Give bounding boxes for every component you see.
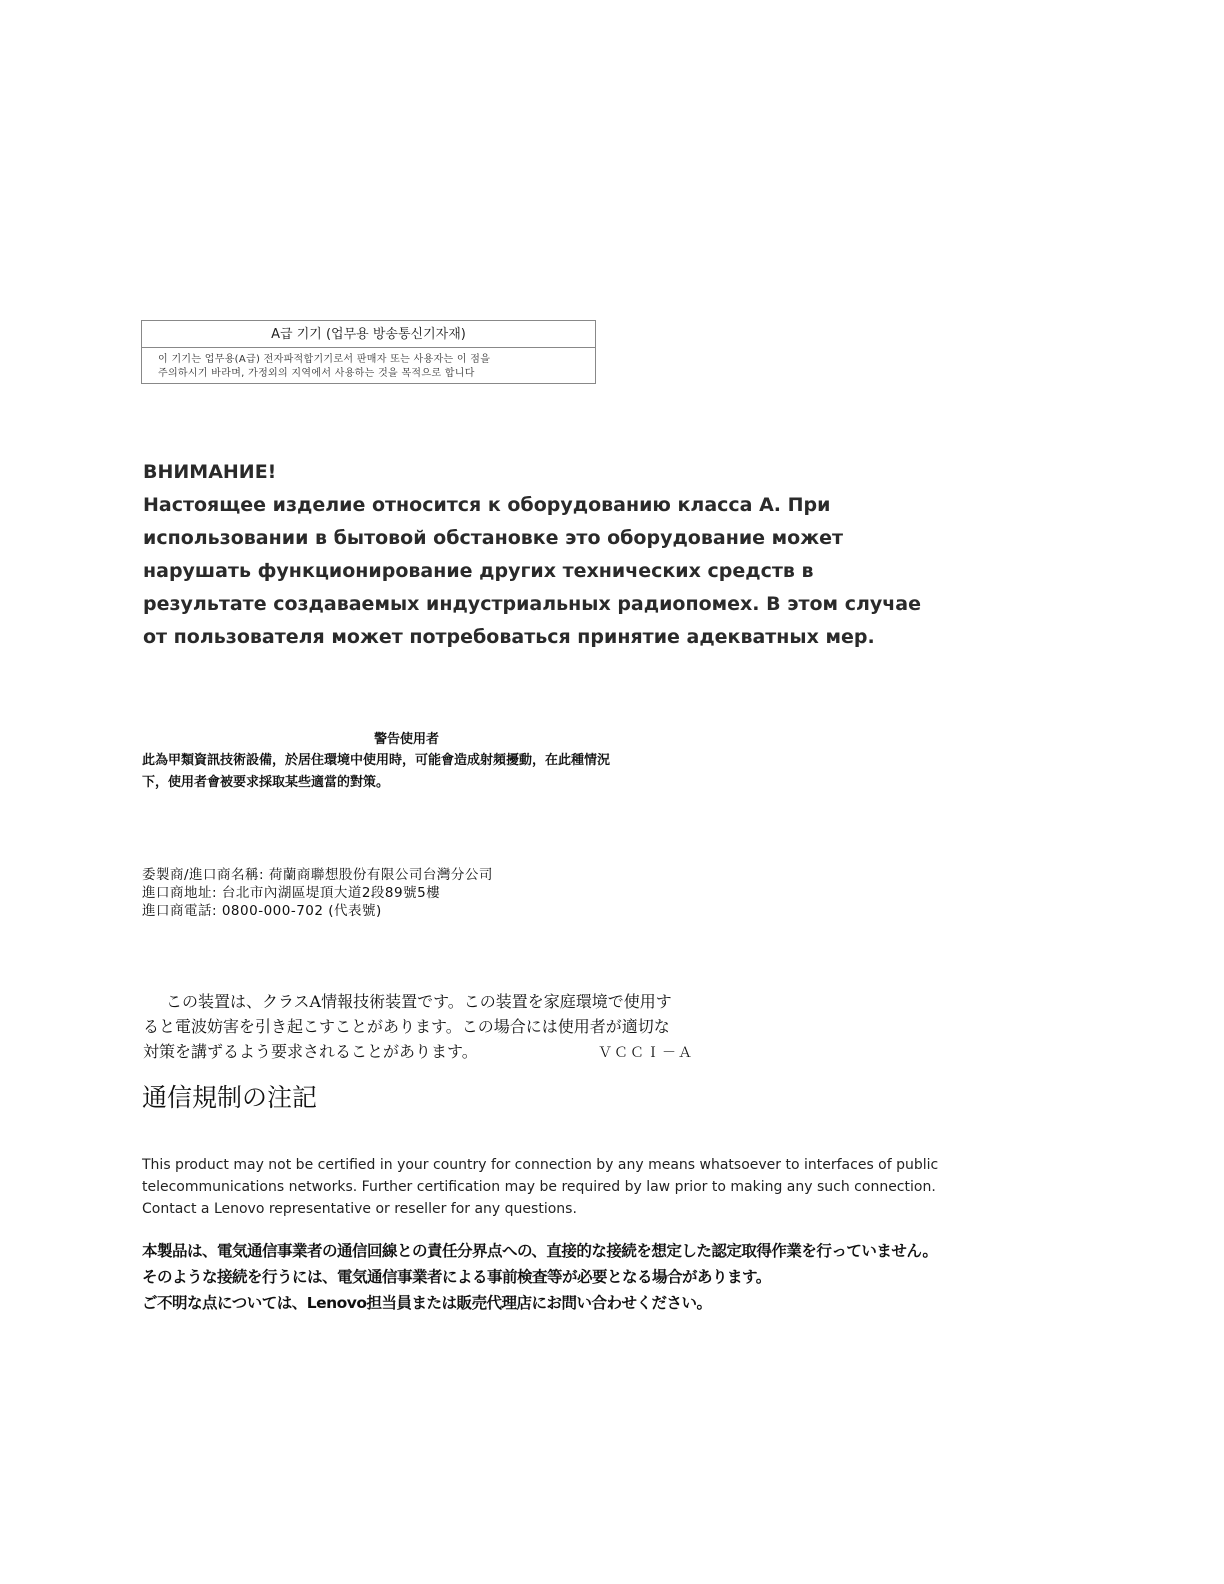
taiwan-warning-heading: 警告使用者 [374, 732, 440, 747]
russian-notice-line: Настоящее изделие относится к оборудованию класса А. При [143, 494, 831, 516]
telecom-english-line: Contact a Lenovo representative or reseller for any questions. [142, 1201, 577, 1217]
telecom-notice-heading: 通信規制の注記 [142, 1083, 318, 1112]
taiwan-warning-line: 下，使用者會被要求採取某些適當的對策。 [142, 775, 390, 790]
telecom-english-line: This product may not be certified in your country for connection by any means whatsoever to interfaces of public [142, 1157, 939, 1173]
russian-notice-heading: ВНИМАНИЕ! [143, 461, 277, 483]
russian-notice-line: результате создаваемых индустриальных радиопомех. В этом случае [143, 593, 922, 615]
korean-notice-line: 이 기기는 업무용(A급) 전자파적합기기로서 판매자 또는 사용자는 이 점을 [158, 354, 491, 365]
vcci-notice-line: ると電波妨害を引き起こすことがあります。この場合には使用者が適切な [143, 1017, 670, 1036]
vcci-mark: ＶＣＣＩ－Ａ [598, 1045, 694, 1061]
russian-notice-line: от пользователя может потребоваться принятие адекватных мер. [143, 626, 875, 648]
korean-notice-line: 주의하시기 바라며, 가정외의 지역에서 사용하는 것을 목적으로 합니다 [158, 368, 475, 379]
korean-notice-title: A급 기기 (업무용 방송통신기자재) [142, 321, 595, 348]
telecom-japanese-line: ご不明な点については、Lenovo担当員または販売代理店にお問い合わせください。 [142, 1294, 712, 1312]
vcci-notice-line: 対策を講ずるよう要求されることがあります。 [143, 1042, 478, 1061]
telecom-english-line: telecommunications networks. Further certification may be required by law prior to making any such connection. [142, 1179, 936, 1195]
telecom-japanese-line: そのような接続を行うには、電気通信事業者による事前検査等が必要となる場合があります。 [142, 1268, 771, 1286]
russian-notice-line: нарушать функционирование других технических средств в [143, 560, 814, 582]
taiwan-importer-phone: 進口商電話: 0800-000-702 (代表號) [142, 903, 382, 919]
taiwan-importer-name: 委製商/進口商名稱: 荷蘭商聯想股份有限公司台灣分公司 [142, 867, 493, 883]
vcci-notice-line: この装置は、クラスA情報技術装置です。この装置を家庭環境で使用す [166, 992, 672, 1011]
taiwan-importer-address: 進口商地址: 台北市內湖區堤頂大道2段89號5樓 [142, 885, 441, 901]
korean-class-a-notice-box [141, 320, 596, 384]
russian-notice-line: использовании в бытовой обстановке это оборудование может [143, 527, 844, 549]
telecom-japanese-line: 本製品は、電気通信事業者の通信回線との責任分界点への、直接的な接続を想定した認定取得作業を行っていません。 [142, 1242, 938, 1260]
taiwan-warning-line: 此為甲類資訊技術設備，於居住環境中使用時，可能會造成射頻擾動，在此種情況 [142, 753, 611, 768]
